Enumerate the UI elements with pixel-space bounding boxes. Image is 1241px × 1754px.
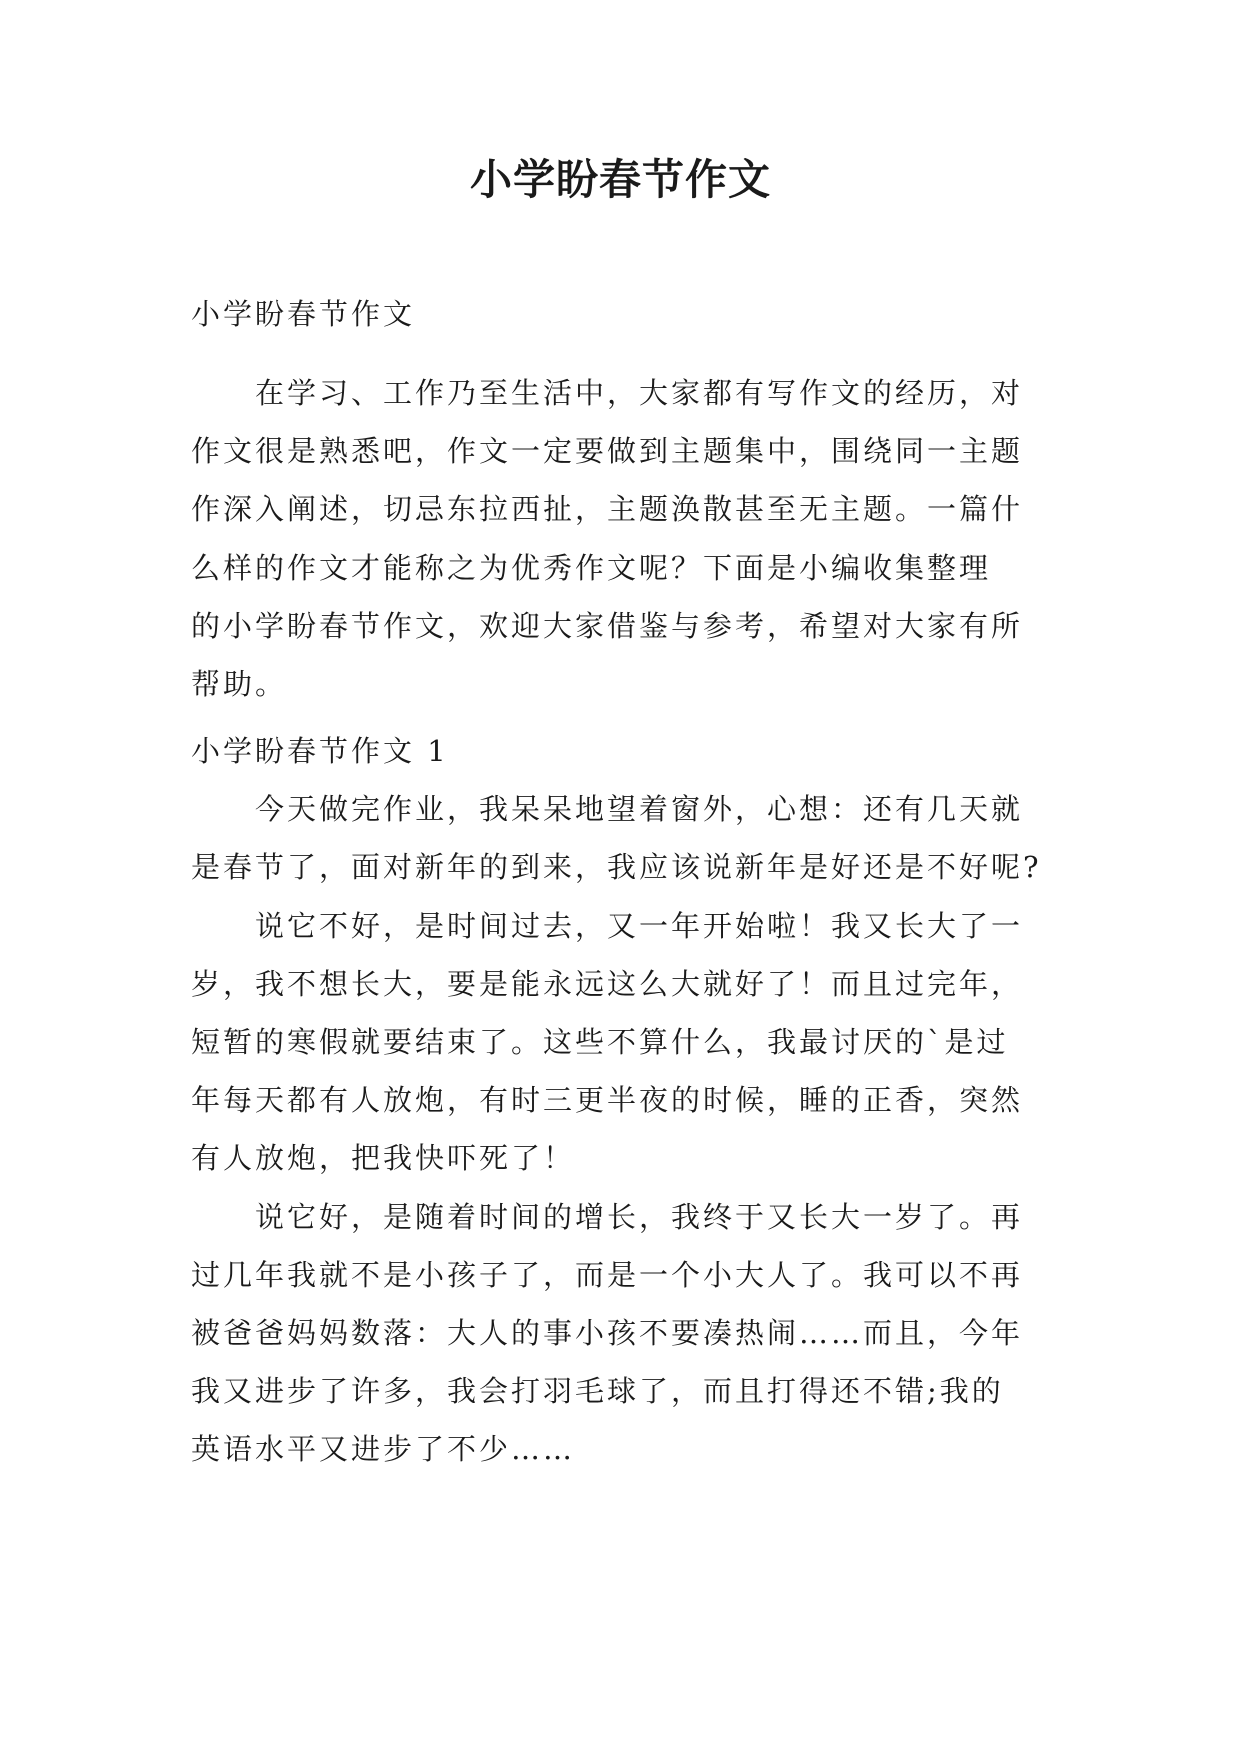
body-line: 岁，我不想长大，要是能永远这么大就好了！而且过完年， xyxy=(191,966,1024,1001)
intro-line: 帮助。 xyxy=(191,666,288,701)
section-heading: 小学盼春节作文 1 xyxy=(191,734,449,768)
essay-section xyxy=(191,722,1051,1478)
body-line: 短暂的寒假就要结束了。这些不算什么，我最讨厌的`是过 xyxy=(191,1024,1009,1059)
body-line: 说它不好，是时间过去，又一年开始啦！我又长大了一 xyxy=(255,908,1024,943)
intro-line: 作文很是熟悉吧，作文一定要做到主题集中，围绕同一主题 xyxy=(191,434,1024,469)
body-line: 有人放炮，把我快吓死了！ xyxy=(191,1141,576,1176)
body-line: 是春节了，面对新年的到来，我应该说新年是好还是不好呢? xyxy=(191,850,1042,885)
body-line: 被爸爸妈妈数落：大人的事小孩不要凑热闹……而且，今年 xyxy=(191,1315,1024,1350)
body-line: 过几年我就不是小孩子了，而是一个小大人了。我可以不再 xyxy=(191,1257,1024,1292)
body-line: 说它好，是随着时间的增长，我终于又长大一岁了。再 xyxy=(255,1199,1024,1234)
intro-paragraph xyxy=(191,364,1051,713)
document-title: 小学盼春节作文 xyxy=(469,155,771,204)
body-line: 今天做完作业，我呆呆地望着窗外，心想：还有几天就 xyxy=(255,792,1024,827)
intro-line: 的小学盼春节作文，欢迎大家借鉴与参考，希望对大家有所 xyxy=(191,608,1024,643)
body-line: 英语水平又进步了不少…… xyxy=(191,1432,576,1467)
body-line: 年每天都有人放炮，有时三更半夜的时候，睡的正香，突然 xyxy=(191,1083,1024,1118)
document-subtitle: 小学盼春节作文 xyxy=(191,297,416,331)
body-line: 我又进步了许多，我会打羽毛球了，而且打得还不错;我的 xyxy=(191,1374,1004,1409)
intro-line: 么样的作文才能称之为优秀作文呢？下面是小编收集整理 xyxy=(191,550,992,585)
intro-line: 在学习、工作乃至生活中，大家都有写作文的经历，对 xyxy=(255,376,1024,410)
intro-line: 作深入阐述，切忌东拉西扯，主题涣散甚至无主题。一篇什 xyxy=(191,492,1024,527)
